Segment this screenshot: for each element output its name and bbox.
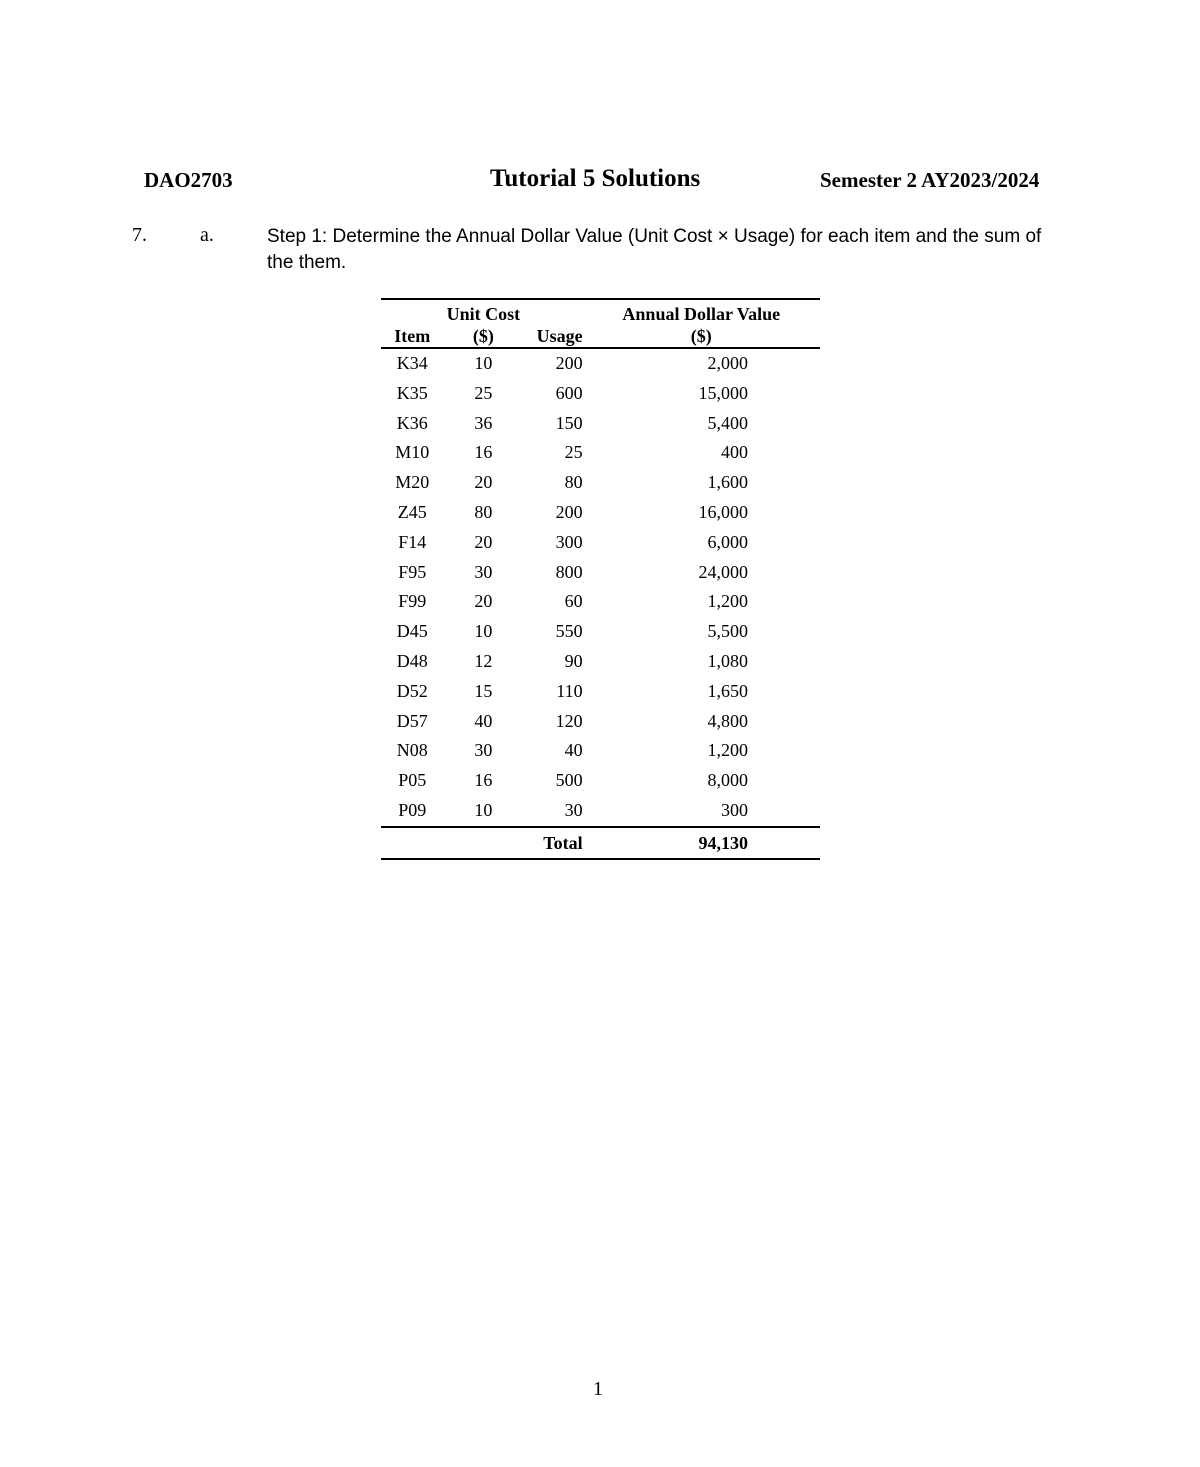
table-row — [381, 468, 820, 498]
cell-usage: 30 — [523, 796, 582, 827]
question-part: a. — [200, 224, 214, 246]
header-unit-cost: Unit Cost — [443, 299, 523, 325]
header-item: Item — [381, 325, 443, 348]
cell-unit-cost: 30 — [474, 740, 493, 761]
cell-unit-cost: 12 — [474, 650, 493, 671]
total-row — [381, 827, 820, 859]
cell-usage: 120 — [555, 710, 583, 731]
cell-unit-cost: 10 — [474, 353, 493, 373]
cell-item: F99 — [398, 591, 427, 612]
cell-unit-cost: 10 — [443, 796, 523, 827]
total-label: Total — [523, 827, 582, 859]
cell-unit-cost: 20 — [474, 472, 493, 493]
header-annual-dollar-value: Annual Dollar Value — [583, 299, 820, 325]
header-usage-spacer — [523, 299, 582, 325]
table-row — [381, 707, 820, 737]
cell-annual-dollar-value: 24,000 — [698, 561, 748, 582]
cell-usage: 800 — [555, 561, 583, 582]
cell-item: D48 — [396, 650, 428, 671]
cell-usage: 80 — [564, 472, 583, 493]
table-row — [381, 587, 820, 617]
cell-annual-dollar-value: 1,200 — [707, 591, 748, 612]
cell-usage: 40 — [564, 740, 583, 761]
cell-item: K36 — [396, 412, 428, 433]
cell-item: M20 — [395, 472, 430, 493]
cell-annual-dollar-value: 6,000 — [707, 531, 748, 552]
cell-item: M10 — [395, 442, 430, 463]
course-code: DAO2703 — [144, 168, 233, 192]
page-number: 1 — [593, 1378, 603, 1400]
annual-dollar-value-table — [381, 298, 820, 860]
cell-item: D52 — [396, 680, 428, 701]
cell-annual-dollar-value: 4,800 — [707, 710, 748, 731]
total-value: 94,130 — [583, 827, 820, 859]
cell-item: K35 — [396, 382, 428, 403]
table-row — [381, 736, 820, 766]
header-value-unit: ($) — [583, 325, 820, 348]
cell-unit-cost: 10 — [474, 621, 493, 642]
cell-usage: 110 — [556, 680, 583, 701]
cell-usage: 25 — [564, 442, 583, 463]
cell-usage: 300 — [555, 531, 583, 552]
table-row — [381, 796, 820, 827]
cell-annual-dollar-value: 8,000 — [707, 770, 748, 791]
table-row — [381, 528, 820, 558]
cell-annual-dollar-value: 1,600 — [707, 472, 748, 493]
cell-item: P05 — [398, 770, 427, 791]
cell-unit-cost: 80 — [474, 501, 493, 522]
table-row — [381, 348, 820, 379]
cell-unit-cost: 36 — [474, 412, 493, 433]
table-row — [381, 379, 820, 409]
table-row — [381, 647, 820, 677]
table-row — [381, 409, 820, 439]
cell-item: F95 — [398, 561, 427, 582]
table-row — [381, 558, 820, 588]
cell-unit-cost: 16 — [474, 770, 493, 791]
cell-unit-cost: 30 — [474, 561, 493, 582]
cell-usage: 200 — [555, 501, 583, 522]
header-unit-cost-unit: ($) — [443, 325, 523, 348]
table-header-row — [381, 325, 820, 348]
cell-item: N08 — [396, 740, 428, 761]
cell-item: K34 — [396, 353, 428, 373]
cell-annual-dollar-value: 1,200 — [707, 740, 748, 761]
table-row — [381, 677, 820, 707]
table-body — [381, 348, 820, 827]
cell-annual-dollar-value: 300 — [583, 796, 820, 827]
table-row — [381, 498, 820, 528]
cell-annual-dollar-value: 2,000 — [707, 353, 748, 373]
cell-unit-cost: 16 — [474, 442, 493, 463]
total-empty-cell — [443, 827, 523, 859]
table-row — [381, 766, 820, 796]
header-item-spacer — [381, 299, 443, 325]
cell-usage: 550 — [555, 621, 583, 642]
cell-unit-cost: 20 — [474, 531, 493, 552]
document-title: Tutorial 5 Solutions — [490, 165, 701, 192]
table-row — [381, 438, 820, 468]
total-empty-cell — [381, 827, 443, 859]
question-number: 7. — [132, 224, 147, 246]
question-text: Step 1: Determine the Annual Dollar Value (Unit Cost × Usage) for each item and the sum of the them. — [267, 226, 1042, 273]
header-usage: Usage — [523, 325, 582, 348]
cell-usage: 500 — [555, 770, 583, 791]
semester-label: Semester 2 AY2023/2024 — [820, 168, 1040, 192]
cell-unit-cost: 20 — [474, 591, 493, 612]
cell-usage: 60 — [564, 591, 583, 612]
cell-annual-dollar-value: 400 — [721, 442, 748, 463]
cell-item: F14 — [398, 531, 427, 552]
cell-annual-dollar-value: 1,080 — [707, 650, 748, 671]
cell-annual-dollar-value: 15,000 — [698, 382, 748, 403]
table-header-row — [381, 299, 820, 325]
cell-usage: 150 — [555, 412, 583, 433]
cell-unit-cost: 25 — [474, 382, 493, 403]
cell-annual-dollar-value: 5,500 — [707, 621, 748, 642]
cell-item: Z45 — [397, 501, 427, 522]
cell-usage: 90 — [564, 650, 583, 671]
cell-unit-cost: 40 — [474, 710, 493, 731]
cell-item: D57 — [396, 710, 428, 731]
cell-usage: 600 — [555, 382, 583, 403]
cell-annual-dollar-value: 5,400 — [707, 412, 748, 433]
cell-annual-dollar-value: 1,650 — [707, 680, 748, 701]
cell-item: D45 — [396, 621, 428, 642]
cell-usage: 200 — [555, 353, 583, 373]
cell-annual-dollar-value: 16,000 — [698, 501, 748, 522]
cell-item: P09 — [381, 796, 443, 827]
cell-unit-cost: 15 — [474, 680, 493, 701]
table-row — [381, 617, 820, 647]
